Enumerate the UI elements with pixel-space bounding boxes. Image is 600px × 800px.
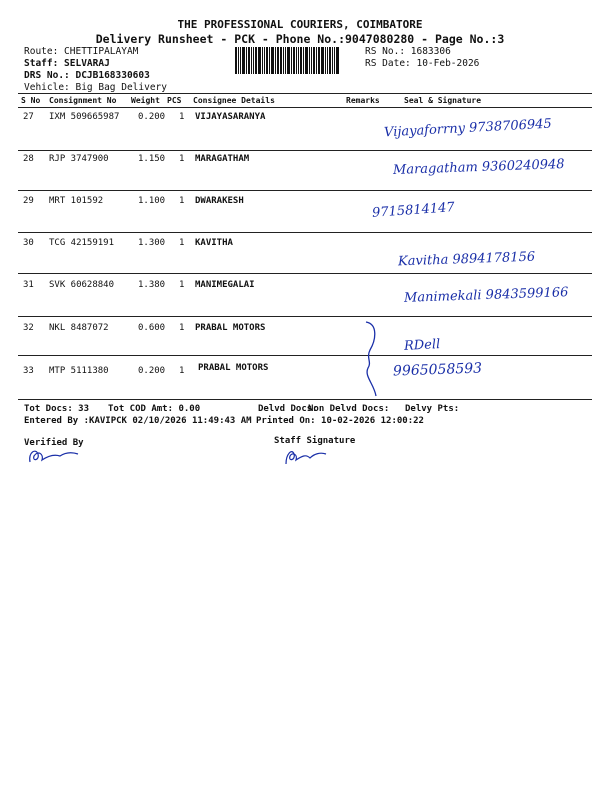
barcode-bar <box>303 47 304 74</box>
bracket-mark <box>360 318 384 398</box>
row-consignment: MTP 5111380 <box>49 366 109 376</box>
barcode-bar <box>275 47 276 74</box>
barcode-bar <box>258 47 261 74</box>
barcode-bar <box>311 47 312 74</box>
row-consignee: MANIMEGALAI <box>195 280 255 290</box>
col-sno: S No <box>21 96 41 105</box>
barcode-bar <box>298 47 299 74</box>
row-weight: 0.600 <box>138 323 166 333</box>
staff-signature <box>280 444 330 468</box>
rs-date: RS Date: 10-Feb-2026 <box>365 58 480 69</box>
barcode-bar <box>332 47 333 74</box>
row-pcs: 1 <box>179 154 185 164</box>
row-sno: 33 <box>23 366 34 376</box>
row-weight: 1.100 <box>138 196 166 206</box>
barcode-bar <box>269 47 270 74</box>
row-pcs: 1 <box>179 366 185 376</box>
barcode-bar <box>321 47 324 74</box>
row-consignment: TCG 42159191 <box>49 238 115 248</box>
barcode-bar <box>309 47 310 74</box>
row-consignment: NKL 8487072 <box>49 323 109 333</box>
handwritten-signature: 9965058593 <box>392 360 483 380</box>
barcode-bar <box>253 47 254 74</box>
verifier-signature <box>24 442 84 468</box>
row-consignee: PRABAL MOTORS <box>195 323 266 333</box>
row-divider <box>18 355 592 356</box>
barcode-bar <box>280 47 282 74</box>
barcode-bar <box>262 47 263 74</box>
row-weight: 1.380 <box>138 280 166 290</box>
barcode-bar <box>251 47 252 74</box>
row-sno: 30 <box>23 238 34 248</box>
handwritten-signature: 9715814147 <box>371 200 456 221</box>
printed-on: Printed On: 10-02-2026 12:00:22 <box>256 416 424 426</box>
delivered-docs: Delvd Docs: <box>258 404 318 414</box>
row-sno: 27 <box>23 112 34 122</box>
row-pcs: 1 <box>179 280 185 290</box>
staff-signature-label: Staff Signature <box>274 436 356 446</box>
row-consignment: SVK 60628840 <box>49 280 115 290</box>
row-divider <box>18 273 592 274</box>
barcode-bar <box>316 47 317 74</box>
handwritten-signature: Vijayaforrny 9738706945 <box>383 116 553 141</box>
barcode-bar <box>283 47 284 74</box>
barcode-bar <box>242 47 245 74</box>
row-pcs: 1 <box>179 196 185 206</box>
row-consignment: IXM 509665987 <box>49 112 120 122</box>
table-header-rule <box>18 107 592 108</box>
barcode-bar <box>246 47 247 74</box>
handwritten-signature: RDell <box>403 337 441 354</box>
row-consignee: PRABAL MOTORS <box>198 363 269 373</box>
row-sno: 31 <box>23 280 34 290</box>
row-divider <box>18 150 592 151</box>
table-bottom-rule <box>18 399 592 400</box>
verified-by-label: Verified By <box>24 438 84 448</box>
rs-number: RS No.: 1683306 <box>365 46 451 57</box>
col-consignment: Consignment No <box>49 96 117 105</box>
barcode-bar <box>285 47 286 74</box>
company-title: THE PROFESSIONAL COURIERS, COIMBATORE <box>177 18 423 31</box>
row-weight: 1.150 <box>138 154 166 164</box>
barcode-bar <box>291 47 292 74</box>
barcode-bar <box>264 47 265 74</box>
staff-label: Staff: SELVARAJ <box>24 58 110 69</box>
route-label: Route: CHETTIPALAYAM <box>24 46 139 57</box>
barcode-bar <box>277 47 279 74</box>
entered-by: Entered By :KAVIPCK 02/10/2026 11:49:43 AM <box>24 416 252 426</box>
barcode-bar <box>296 47 297 74</box>
barcode-bar <box>235 47 237 74</box>
col-remarks: Remarks <box>346 96 380 105</box>
barcode-bar <box>255 47 257 74</box>
barcode-bar <box>238 47 239 74</box>
handwritten-signature: Maragatham 9360240948 <box>392 157 565 178</box>
col-consignee: Consignee Details <box>193 96 275 105</box>
barcode-bar <box>336 47 339 74</box>
row-consignee: DWARAKESH <box>195 196 244 206</box>
runsheet-subtitle: Delivery Runsheet - PCK - Phone No.:9047080280 - Page No.:3 <box>95 32 505 46</box>
barcode-bar <box>305 47 308 74</box>
row-divider <box>18 190 592 191</box>
row-consignment: MRT 101592 <box>49 196 104 206</box>
row-sno: 29 <box>23 196 34 206</box>
vehicle-label: Vehicle: Big Bag Delivery <box>24 82 167 93</box>
row-consignee: KAVITHA <box>195 238 233 248</box>
barcode-bar <box>266 47 268 74</box>
row-consignment: RJP 3747900 <box>49 154 109 164</box>
row-weight: 0.200 <box>138 366 166 376</box>
delivery-points: Delvy Pts: <box>405 404 460 414</box>
row-consignee: VIJAYASARANYA <box>195 112 266 122</box>
row-consignee: MARAGATHAM <box>195 154 250 164</box>
col-seal-signature: Seal & Signature <box>404 96 482 105</box>
barcode-bar <box>293 47 295 74</box>
non-delivered-docs: Non Delvd Docs: <box>308 404 390 414</box>
barcode-bar <box>334 47 335 74</box>
row-divider <box>18 316 592 317</box>
barcode-bar <box>240 47 241 74</box>
barcode-bar <box>271 47 274 74</box>
total-docs: Tot Docs: 33 <box>24 404 90 414</box>
barcode-bar <box>318 47 320 74</box>
row-pcs: 1 <box>179 112 185 122</box>
barcode-bar <box>300 47 302 74</box>
col-weight: Weight <box>131 96 160 105</box>
barcode-bar <box>329 47 331 74</box>
handwritten-signature: Kavitha 9894178156 <box>397 249 536 270</box>
barcode-bar <box>325 47 326 74</box>
total-cod-amount: Tot COD Amt: 0.00 <box>108 404 201 414</box>
barcode-bar <box>287 47 290 74</box>
row-divider <box>18 232 592 233</box>
drs-label: DRS No.: DCJB168330603 <box>24 70 150 81</box>
row-sno: 32 <box>23 323 34 333</box>
row-pcs: 1 <box>179 323 185 333</box>
barcode-bar <box>248 47 250 74</box>
barcode-bar <box>313 47 315 74</box>
col-pcs: PCS <box>167 96 182 105</box>
barcode-bar <box>327 47 328 74</box>
row-pcs: 1 <box>179 238 185 248</box>
table-top-rule <box>18 93 592 94</box>
row-weight: 0.200 <box>138 112 166 122</box>
barcode <box>235 47 361 74</box>
row-sno: 28 <box>23 154 34 164</box>
handwritten-signature: Manimekali 9843599166 <box>403 285 569 306</box>
row-weight: 1.300 <box>138 238 166 248</box>
